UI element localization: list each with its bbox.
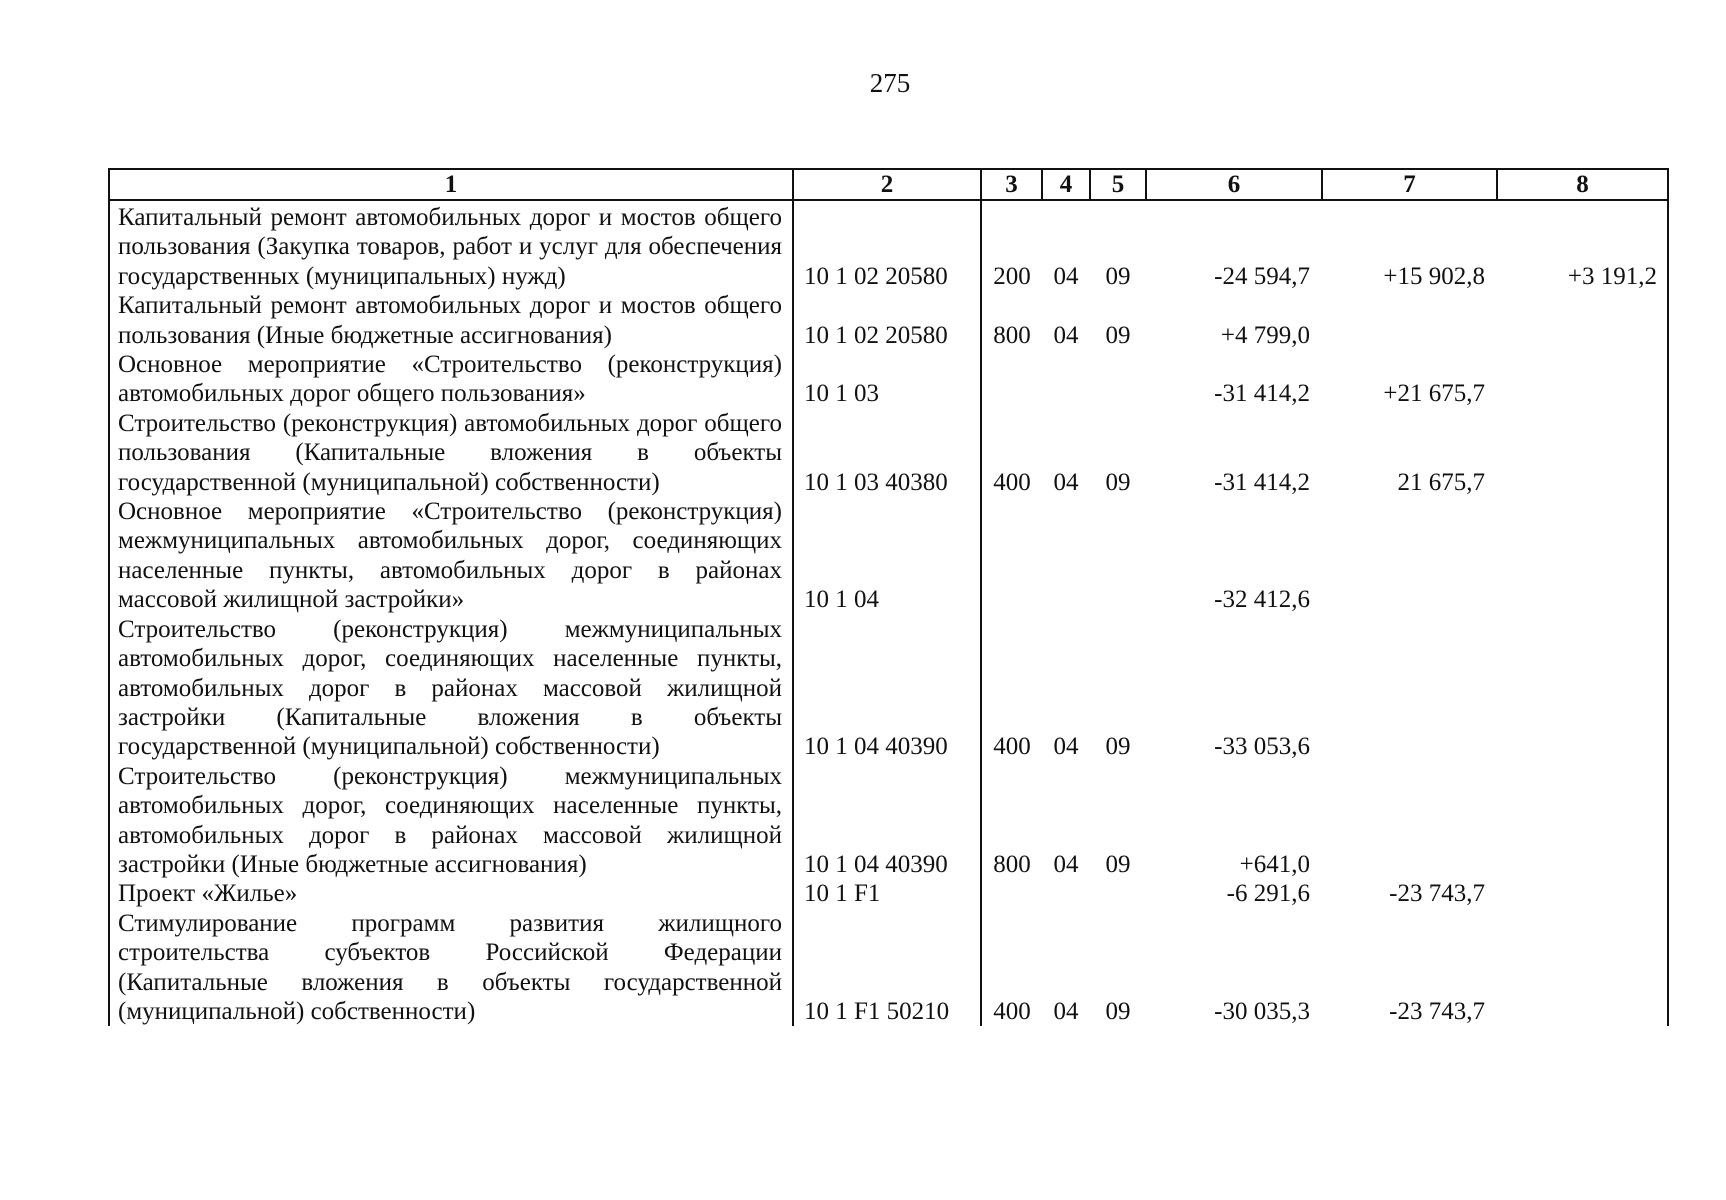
row-pr bbox=[1090, 350, 1146, 409]
header-col-8: 8 bbox=[1497, 169, 1668, 200]
row-value-8 bbox=[1497, 615, 1668, 762]
header-col-3: 3 bbox=[981, 169, 1042, 200]
row-value-8 bbox=[1497, 762, 1668, 880]
table-row bbox=[109, 497, 1668, 615]
row-value-8 bbox=[1497, 350, 1668, 409]
row-rz: 04 bbox=[1053, 321, 1079, 349]
row-value-8 bbox=[1497, 879, 1668, 908]
row-value-6: -31 414,2 bbox=[1214, 380, 1310, 408]
row-value-6: +4 799,0 bbox=[1220, 321, 1310, 349]
row-value-7: +15 902,8 bbox=[1383, 262, 1485, 290]
row-pr bbox=[1090, 879, 1146, 908]
row-value-8 bbox=[1497, 909, 1668, 1027]
budget-table bbox=[108, 168, 1669, 1026]
row-pr: 09 bbox=[1105, 733, 1131, 761]
row-value-7: 21 675,7 bbox=[1397, 468, 1485, 496]
row-pr bbox=[1090, 497, 1146, 615]
row-name: Капитальный ремонт автомобильных дорог и мостов общего пользования (Закупка товаров, работ и услуг для обеспечения государственных (муниципальных) нужд) bbox=[109, 200, 793, 291]
row-value-7: +21 675,7 bbox=[1383, 380, 1485, 408]
row-vr bbox=[981, 879, 1042, 908]
row-value-8: +3 191,2 bbox=[1497, 200, 1668, 291]
row-name: Строительство (реконструкция) межмуниципальных автомобильных дорог, соединяющих населенные пункты, автомобильных дорог в районах массовой жилищной застройки (Капитальные вложения в объекты государственной (муниципальной) собственности) bbox=[109, 615, 793, 762]
row-vr: 400 bbox=[981, 409, 1042, 497]
header-col-1: 1 bbox=[109, 169, 793, 200]
header-col-6: 6 bbox=[1146, 169, 1322, 200]
table-row bbox=[109, 879, 1668, 908]
row-name: Стимулирование программ развития жилищного строительства субъектов Российской Федерации (Капитальные вложения в объекты государственной (муниципальной) собственности) bbox=[109, 909, 793, 1027]
row-name: Основное мероприятие «Строительство (реконструкция) автомобильных дорог общего пользования» bbox=[109, 350, 793, 409]
row-name: Проект «Жилье» bbox=[109, 879, 793, 908]
row-code: 10 1 02 20580 bbox=[793, 291, 981, 350]
table-row bbox=[109, 350, 1668, 409]
row-vr bbox=[981, 497, 1042, 615]
header-col-7: 7 bbox=[1322, 169, 1497, 200]
row-value-6: -24 594,7 bbox=[1214, 262, 1310, 290]
row-rz bbox=[1042, 350, 1090, 409]
row-name: Строительство (реконструкция) автомобильных дорог общего пользования (Капитальные вложения в объекты государственной (муниципальной) собственности) bbox=[109, 409, 793, 497]
table-row bbox=[109, 762, 1668, 880]
row-code: 10 1 04 40390 bbox=[793, 762, 981, 880]
row-rz bbox=[1042, 497, 1090, 615]
row-value-6: -32 412,6 bbox=[1214, 586, 1310, 614]
header-col-2: 2 bbox=[793, 169, 981, 200]
row-value-7 bbox=[1322, 497, 1497, 615]
row-code: 10 1 03 40380 bbox=[793, 409, 981, 497]
row-value-7 bbox=[1322, 291, 1497, 350]
row-value-7 bbox=[1322, 762, 1497, 880]
table-header-row bbox=[109, 169, 1668, 200]
table-row bbox=[109, 200, 1668, 291]
row-value-8 bbox=[1497, 497, 1668, 615]
row-rz: 04 bbox=[1053, 850, 1079, 878]
row-value-6: -30 035,3 bbox=[1214, 997, 1310, 1025]
row-value-7: -23 743,7 bbox=[1389, 997, 1485, 1025]
row-code: 10 1 03 bbox=[793, 350, 981, 409]
row-value-7 bbox=[1322, 615, 1497, 762]
row-value-7: -23 743,7 bbox=[1389, 880, 1485, 908]
row-value-8 bbox=[1497, 409, 1668, 497]
row-value-6: -31 414,2 bbox=[1214, 468, 1310, 496]
row-rz bbox=[1042, 879, 1090, 908]
table-row bbox=[109, 409, 1668, 497]
row-vr: 400 bbox=[981, 615, 1042, 762]
row-value-6: -6 291,6 bbox=[1226, 880, 1310, 908]
table-row bbox=[109, 909, 1668, 1027]
row-pr: 09 bbox=[1105, 850, 1131, 878]
header-col-5: 5 bbox=[1090, 169, 1146, 200]
row-pr: 09 bbox=[1105, 321, 1131, 349]
row-code: 10 1 04 40390 bbox=[793, 615, 981, 762]
row-vr: 800 bbox=[981, 291, 1042, 350]
page-number: 275 bbox=[869, 68, 911, 98]
row-pr: 09 bbox=[1105, 997, 1131, 1025]
row-value-6: -33 053,6 bbox=[1214, 733, 1310, 761]
row-value-6: +641,0 bbox=[1239, 850, 1310, 878]
row-vr: 800 bbox=[981, 762, 1042, 880]
table-row bbox=[109, 291, 1668, 350]
row-name: Основное мероприятие «Строительство (реконструкция) межмуниципальных автомобильных дорог, соединяющих населенные пункты, автомобильных дорог в районах массовой жилищной застройки» bbox=[109, 497, 793, 615]
header-col-4: 4 bbox=[1042, 169, 1090, 200]
row-vr: 400 bbox=[981, 909, 1042, 1027]
row-vr: 200 bbox=[981, 200, 1042, 291]
row-vr bbox=[981, 350, 1042, 409]
row-rz: 04 bbox=[1053, 262, 1079, 290]
row-code: 10 1 F1 50210 bbox=[793, 909, 981, 1027]
row-code: 10 1 04 bbox=[793, 497, 981, 615]
row-rz: 04 bbox=[1053, 733, 1079, 761]
row-name: Капитальный ремонт автомобильных дорог и мостов общего пользования (Иные бюджетные ассигнования) bbox=[109, 291, 793, 350]
row-pr: 09 bbox=[1105, 468, 1131, 496]
row-rz: 04 bbox=[1053, 997, 1079, 1025]
row-pr: 09 bbox=[1105, 262, 1131, 290]
row-value-8 bbox=[1497, 291, 1668, 350]
table-row bbox=[109, 615, 1668, 762]
row-code: 10 1 F1 bbox=[793, 879, 981, 908]
row-name: Строительство (реконструкция) межмуниципальных автомобильных дорог, соединяющих населенные пункты, автомобильных дорог в районах массовой жилищной застройки (Иные бюджетные ассигнования) bbox=[109, 762, 793, 880]
row-code: 10 1 02 20580 bbox=[793, 200, 981, 291]
row-rz: 04 bbox=[1053, 468, 1079, 496]
